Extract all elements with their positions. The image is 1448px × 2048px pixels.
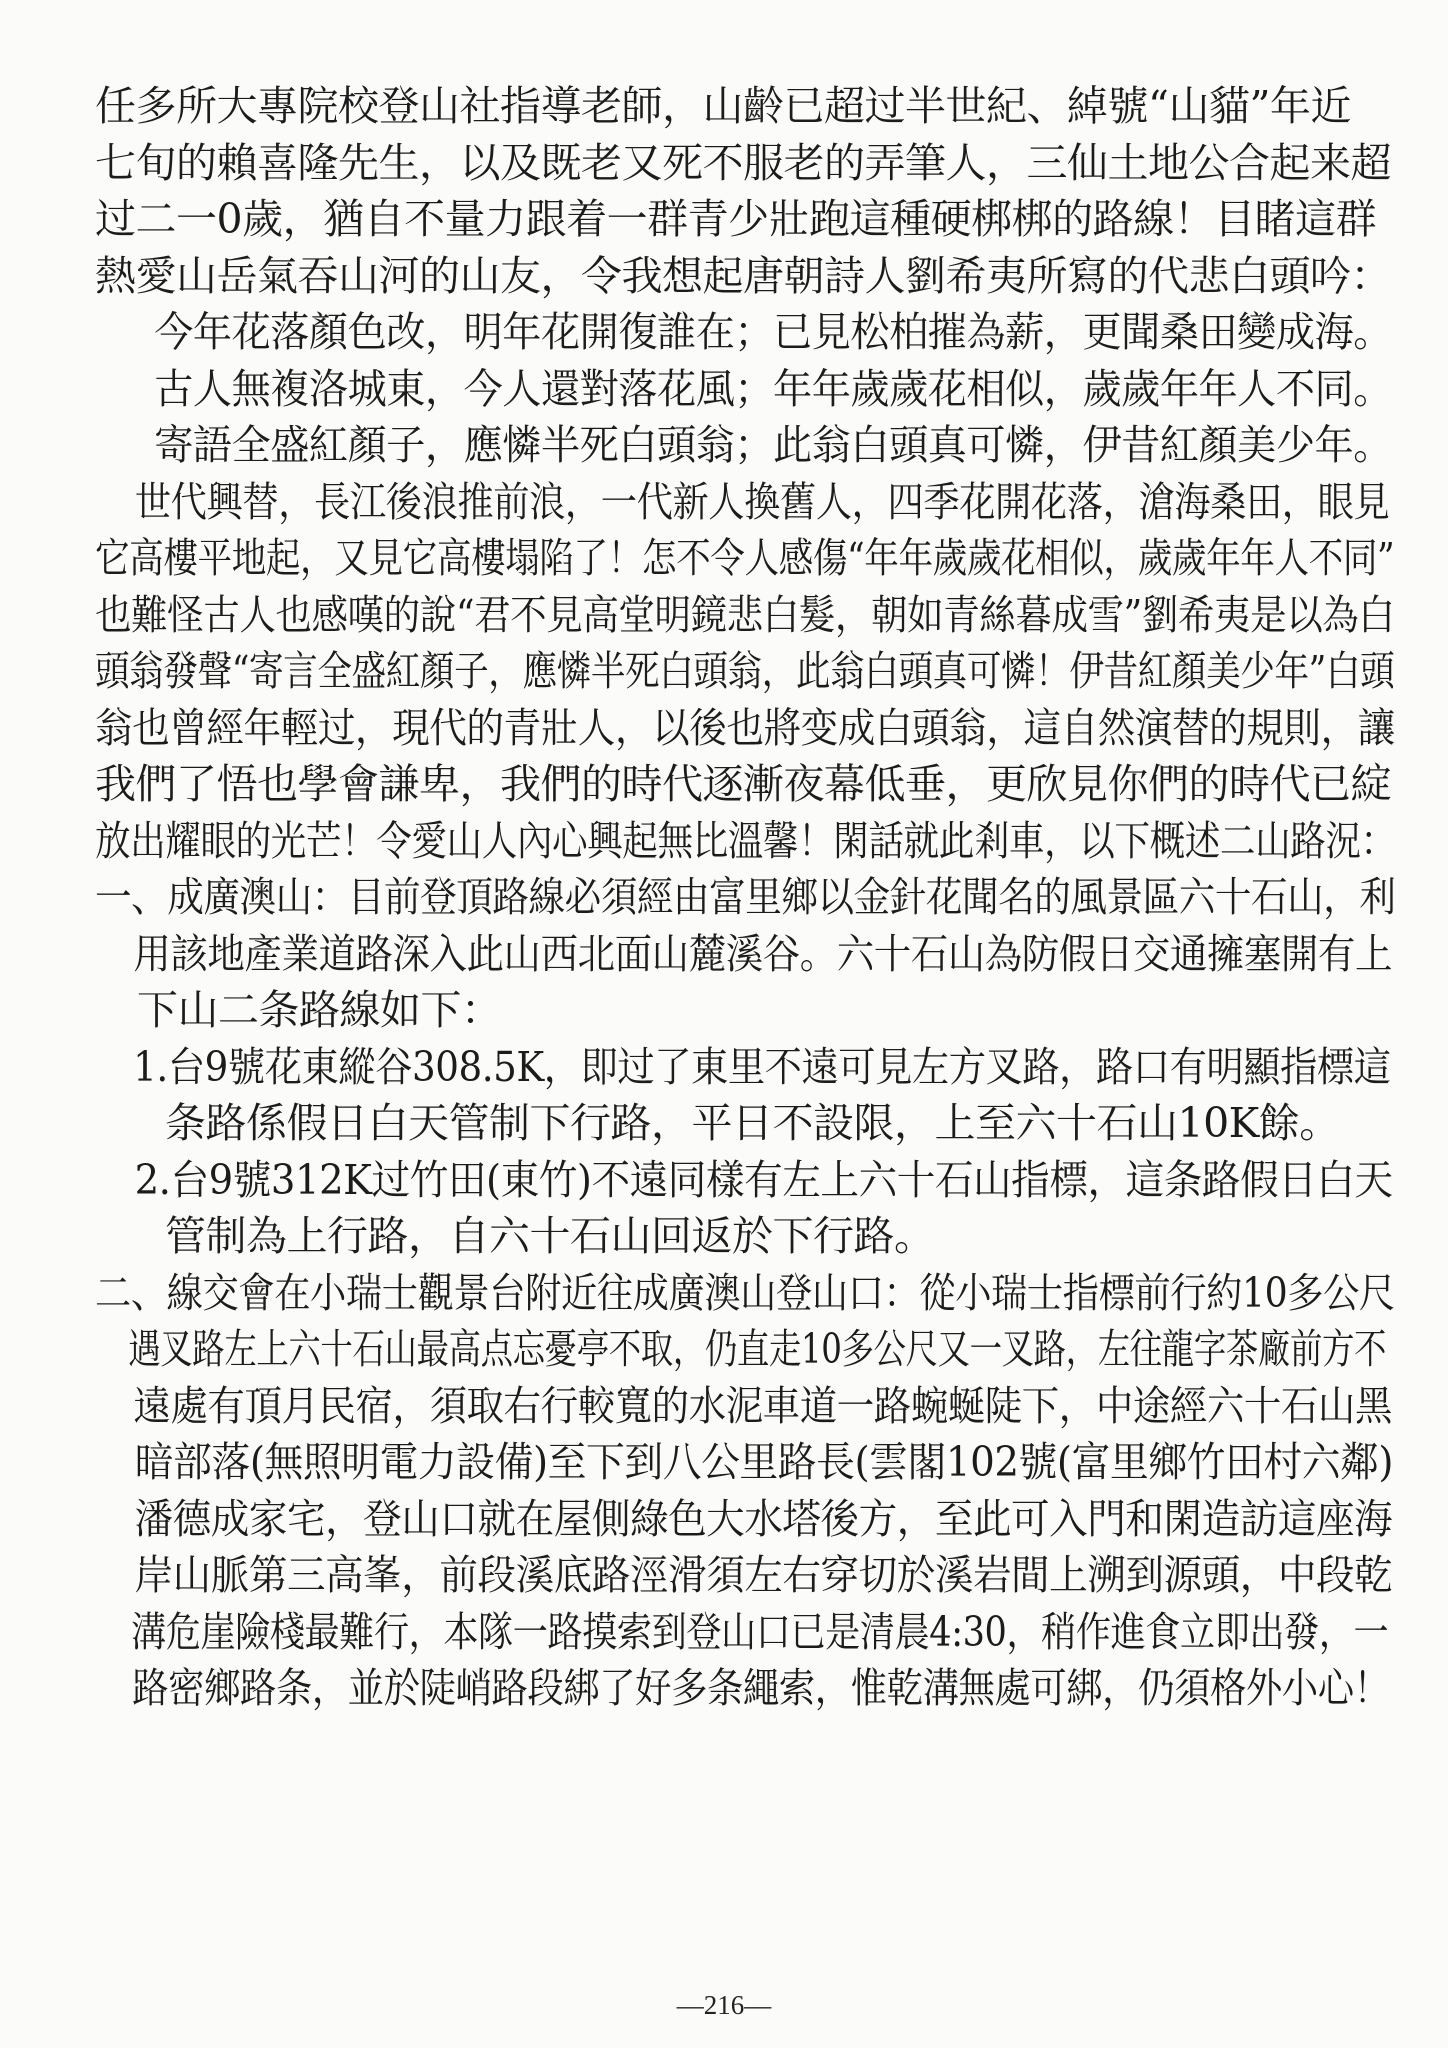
text-line: 熱愛山岳氣吞山河的山友，令我想起唐朝詩人劉希夷所寫的代悲白頭吟： [95, 251, 1391, 300]
text-line: 放出耀眼的光芒！令愛山人內心興起無比溫馨！閑話就此剎車，以下概述二山路況： [95, 816, 1396, 865]
text-line: 頭翁發聲“寄言全盛紅顏子，應憐半死白頭翁，此翁白頭真可憐！伊昔紅顏美少年”白頭 [95, 647, 1395, 695]
text-line: 潘德成家宅，登山口就在屋側綠色大水塔後方，至此可入門和閑造訪這座海 [134, 1494, 1393, 1543]
text-line: 过二一0歲，猶自不量力跟着一群青少壯跑這種硬梆梆的路線！目睹這群 [95, 195, 1377, 243]
text-line: 我們了悟也學會謙卑，我們的時代逐漸夜幕低垂，更欣見你們的時代已綻 [95, 760, 1391, 808]
poem-line: 寄語全盛紅顏子，應憐半死白頭翁；此翁白頭真可憐，伊昔紅顏美少年。 [154, 421, 1392, 469]
text-line: 溝危崖險棧最難行，本隊一路摸索到登山口已是清晨4:30，稍作進食立即出發，一 [130, 1607, 1389, 1656]
section-heading-line: 二、線交會在小瑞士觀景台附近往成廣澳山登山口：從小瑞士指標前行約10多公尺 [95, 1268, 1395, 1317]
text-line: 也難怪古人也感嘆的說“君不見高堂明鏡悲白髮，朝如青絲暮成雪”劉希夷是以為白 [95, 590, 1395, 639]
text-line: 翁也曾經年輕过，現代的青壯人，以後也將变成白頭翁，這自然演替的規則，讓 [95, 703, 1395, 752]
list-item-line: 2.台9號312K过竹田(東竹)不遠同樣有左上六十石山指標，這条路假日白天 [134, 1155, 1393, 1204]
text-line: 它高樓平地起，又見它高樓塌陷了！怎不令人感傷“年年歲歲花相似，歲歲年年人不同” [95, 534, 1395, 582]
list-item-line: 1.台9號花東縱谷308.5K，即过了東里不遠可見左方叉路，路口有明顯指標這 [133, 1042, 1391, 1091]
text-line: 暗部落(無照明電力設備)至下到八公里路長(雲閣102號(富里鄉竹田村六鄰) [134, 1438, 1394, 1486]
text-line: 遇叉路左上六十石山最高点忘憂亭不取，仍直走10多公尺又一叉路，左往龍字茶廠前方不 [128, 1325, 1387, 1373]
text-line: 遠處有頂月民宿，須取右行較寬的水泥車道一路蜿蜒陡下，中途經六十石山黑 [133, 1381, 1392, 1430]
list-item-line: 管制為上行路，自六十石山回返於下行路。 [165, 1212, 935, 1260]
text-line: 任多所大專院校登山社指導老師，山齡已超过半世紀、綽號“山貓”年近 [95, 82, 1351, 130]
poem-line: 古人無複洛城東，今人還對落花風；年年歲歲花相似，歲歲年年人不同。 [154, 364, 1392, 413]
text-line: 世代興替，長江後浪推前浪，一代新人換舊人，四季花開花落，滄海桑田，眼見 [134, 477, 1390, 526]
page-number: —216— [676, 1990, 772, 2020]
text-line: 用該地產業道路深入此山西北面山麓溪谷。六十石山為防假日交通擁塞開有上 [133, 929, 1392, 978]
poem-line: 今年花落顏色改，明年花開復誰在；已見松柏摧為薪，更聞桑田變成海。 [154, 308, 1392, 356]
text-line: 路密鄉路条，並於陡峭路段綁了好多条繩索，惟乾溝無處可綁，仍須格外小心！ [132, 1664, 1390, 1712]
text-line: 岸山脈第三高峯，前段溪底路涇滑須左右穿切於溪岩間上溯到源頭，中段乾 [134, 1551, 1393, 1599]
text-line: 下山二条路線如下： [137, 986, 502, 1034]
text-line: 七旬的賴喜隆先生，以及既老又死不服老的弄筆人，三仙土地公合起来超 [95, 138, 1391, 187]
section-heading-line: 一、成廣澳山：目前登頂路線必須經由富里鄉以金針花聞名的風景區六十石山，利 [95, 873, 1396, 921]
handwritten-text-block [95, 78, 1396, 1717]
list-item-line: 条路係假日白天管制下行路，平日不設限，上至六十石山10K餘。 [165, 1099, 1340, 1147]
